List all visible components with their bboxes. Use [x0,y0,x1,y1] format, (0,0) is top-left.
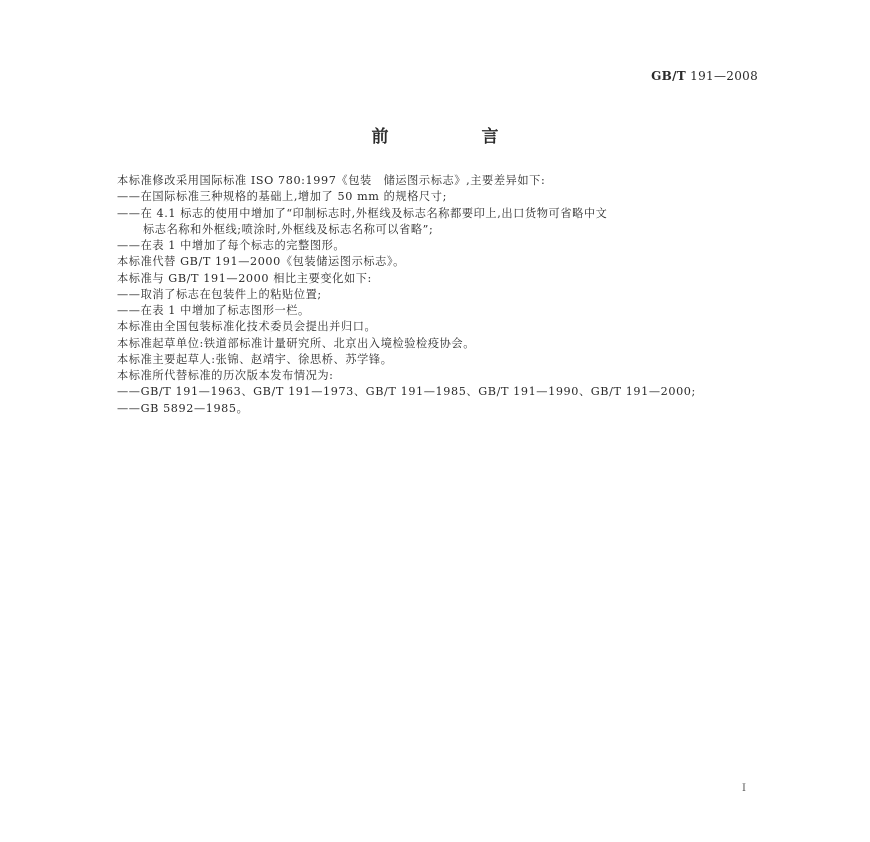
body-line: 本标准起草单位:铁道部标准计量研究所、北京出入境检验检疫协会。 [117,336,475,350]
preface-body [117,173,777,417]
body-line: ——在表 1 中增加了标志图形一栏。 [117,304,310,317]
body-line: 本标准所代替标准的历次版本发布情况为: [117,369,334,382]
body-line: 本标准代替 GB/T 191—2000《包装储运图示标志》。 [117,255,405,269]
page-title: 前 言 [371,127,537,147]
body-line: 标志名称和外框线;喷涂时,外框线及标志名称可以省略”; [143,222,434,236]
body-line: ——取消了标志在包装件上的粘贴位置; [117,287,322,301]
body-line: ——在 4.1 标志的使用中增加了“印制标志时,外框线及标志名称都要印上,出口货物可省略中文 [117,206,608,220]
body-line: ——在表 1 中增加了每个标志的完整图形。 [117,239,346,252]
body-line: ——在国际标准三种规格的基础上,增加了 50 mm 的规格尺寸; [117,190,447,204]
body-line: 本标准修改采用国际标准 ISO 780:1997《包装 储运图示标志》,主要差异如下: [117,174,546,187]
document-code-number: 191—2008 [690,69,758,83]
body-line: 本标准主要起草人:张锦、赵靖宇、徐思桥、苏学锋。 [117,352,393,366]
page-number: I [742,783,746,794]
body-line: ——GB/T 191—1963、GB/T 191—1973、GB/T 191—1985、GB/T 191—1990、GB/T 191—2000; [117,385,696,399]
document-code [651,69,758,83]
body-line: 本标准由全国包装标准化技术委员会提出并归口。 [117,320,377,334]
body-line: ——GB 5892—1985。 [117,401,249,415]
document-code-prefix: GB/T [651,69,687,83]
body-line: 本标准与 GB/T 191—2000 相比主要变化如下: [117,271,372,285]
